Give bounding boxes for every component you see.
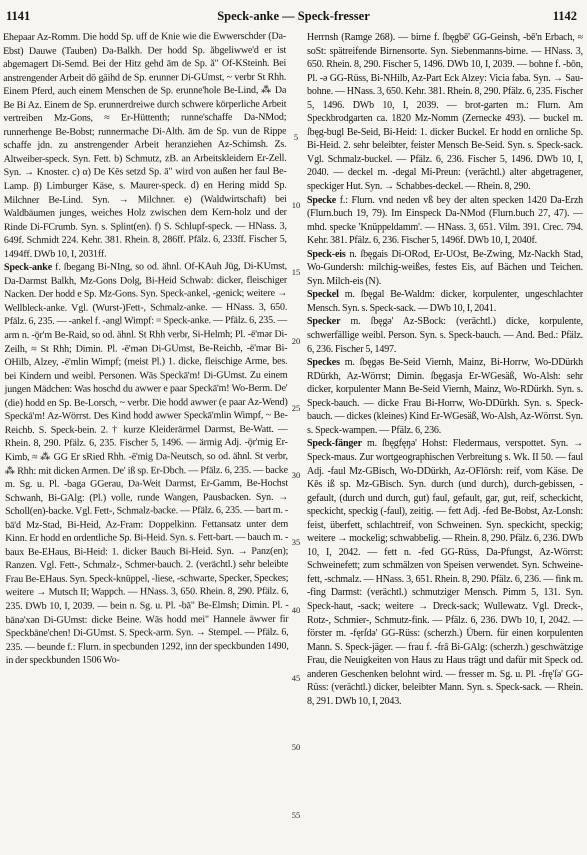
entry-text: n. ſbęgais Di-ORod, Er-UOst, Be-Zwing, Mz-Nackh Stad, Wo-Gundersh: milchig-weißes, festes Eis, auf Bächen und Teichen. Syn. Milch-eis (N).	[307, 248, 583, 287]
entry-headword: Specker	[307, 316, 341, 328]
line-number: 20	[291, 336, 301, 346]
left-column	[3, 30, 290, 851]
line-number: 40	[291, 605, 301, 615]
dictionary-entry	[307, 356, 583, 437]
entry-text: m. ſbęgǝs Be-Seid Viernh, Mainz, Bi-Horrw, Wo-DDürkh RDürkh, Az-Wörrst; Dimin. ſbęgasja Er-WGesäß, Wo-Alsh: sehr dicker, korpulenter Mann Be-Seid Viernh, Mainz, Wo-RDürkh. Syn. s. Speck-bauch. — dicke Frau Bi-Horrw, Wo-DDürkh. Syn. s. Speck-bauch. — dickes (kleines) Kind Er-WGesäß, Wo-Alsh, Az-Wörrst. Syn. s. Speck-wampen. — Pfälz. 6, 236.	[307, 357, 583, 436]
dictionary-entry	[307, 315, 583, 356]
line-number: 10	[291, 200, 301, 210]
running-title: Speck-anke — Speck-fresser	[217, 9, 370, 23]
entry-text: m. ſbęgfęŋǝ' Hohst: Fledermaus, verspottet. Syn. → Speck-maus. Zur wortgeographischen Verbreitung s. Wk. II 50. — faul Adj. -faul Mz-GBisch, Wo-DDürkh, Az-OFlörsh: reif, vom Käse. De Kēs iß sp. Mz-GBisch. Syn. durch (und durch), durch-gebissen, -gefault, (durch und durch, gut) faul, gefault, gar, gut, reif, scheckicht, speckicht, speckig (-faul), zeitig. — fett Adj. -fed Be-Bobst, Az-Lonsh: feist, überfett, schlachtreif, von Schweinen. Syn. speckicht, speckig; weitere → mockelig; schwabbelig. — Rhein. 8, 290. Pfälz. 6, 236. DWb 10, I, 2042. — fett n. -fed GG-Rüss, Da-Pfungst, Az-Wörrst: Schweinefett; zum schmälzen von Speisen verwendet. Syn. Schweine-fett, -schmalz. — HNass. 3, 651. Rhein. 8, 290. Pfälz. 6, 236. — fink m. -fing Darmst: (verächtl.) schmutziger Mensch. Pimm 5, 131. Syn. Speck-haut, -sack; weitere → Dreck-sack; Wullewatz. Vgl. Dreck-, Rotz-, Schmier-, Schmutz-fink. — Pfälz. 6, 236. DWb 10, I, 2042. — förster m. -fęrſdǝ' GG-Rüss: (scherzh.) Übern. für einen korpulenten Mann. S. Speck-jäger. — frau f. -frā Bi-GAlg: (scherzh.) geschwätzige Frau, die Neuigkeiten von Haus zu Haus trägt und dafür mit Speck od. anderen Geschenken belohnt wird. — fresser m. Sg. u. Pl. -frę'ſǝ' GG-Rüss: (verächtl.) dicker, beleibter Mann. Syn. s. Speck-sack. — Rhein. 8, 291. DWb 10, I, 2043.	[307, 438, 583, 707]
entry-text: m. ſbęgǝ' Az-SBock: (verächtl.) dicke, korpulente, schwerfällige weibl. Person. Syn. s. Speck-bauch. — And. Bed.: Pfälz. 6, 236. Fischer 5, 1497.	[307, 316, 583, 355]
dictionary-entry	[3, 30, 287, 262]
entry-headword: Speck-fänger	[307, 438, 362, 450]
entry-headword: Specke	[307, 194, 337, 206]
running-header	[0, 9, 587, 27]
left-page-number: 1141	[6, 9, 31, 23]
line-number: 25	[291, 403, 301, 413]
entry-headword: Speckel	[307, 289, 339, 301]
entry-headword: Speckes	[307, 357, 340, 369]
right-column	[307, 31, 583, 851]
line-number: 15	[291, 267, 301, 277]
dictionary-entry	[307, 194, 583, 248]
line-number: 45	[291, 673, 301, 683]
line-number: 55	[291, 810, 301, 820]
right-page-number: 1142	[552, 9, 577, 23]
line-number: 30	[291, 470, 301, 480]
entry-text: m. ſbęgal Be-Waldm: dicker, korpulenter, ungeschlachter Mensch. Syn. s. Speck-sack. — DWb 10, I, 2041.	[307, 289, 583, 314]
entry-text: f.: Flurn. vnd neden vß bey der alten specken 1420 Da-Erzh (Flurn.buch 19, 79). Im Einspeck Da-NMod (Flurn.buch 27, 47). — mhd. specke 'Knüppeldamm'. — HNass. 3, 651. Vilm. 391. Crec. 794. Kehr. 381. Pfälz. 6, 236. Fischer 5, 1496f. DWb 10, I, 2040f.	[307, 194, 583, 247]
line-number: 50	[291, 742, 301, 752]
dictionary-entry	[307, 288, 583, 315]
dictionary-entry	[4, 260, 289, 668]
entry-text: f. ſbegang Bi-NIng, so od. ähnl. Of-KAuh Jüg, Di-KUmst, Da-Darmst Balkh, Mz-Gons Dolg, Bi-Heid Schwab: dicker, fleischiger Nacken. Der hodd e Sp. Mz-Gons. Syn. Speck-ankel, -genick; weitere → Wellbleck-anke. Vgl. (Wurst-)Fett-, Schmalz-anke. — HNass. 3, 650. Pfälz. 6, 235. — -ankel f. -angl Wimpf: = Speck-anke. — Pfälz. 6, 235. — arm n. -ǭr'm Be-Raid, so od. ähnl. St Rhh verbr, Si-Helmh; Pl. -ē'mǝr Di-Zeilh, ≈ St Rhh; Dimin. Pl. -ē'mǝn Di-GUmst, Be-Reichb, -ē'mǝr Bi-OHilb, Alzey, -ē'mlin Wimpf; (meist Pl.) 1. dicke, fleischige Arme, bes. bei Kindern und weibl. Personen. Wās Speckā'm! Di-GUmst. Zu einem jungen Mädchen: Was hoschd du awwer e paar Speckā'm! Wo-Berm. De' (die) hodd en Sp. Be-Lorsch, ~ verbr. Die hodd awwer (e paar Az-Wend) Speckā'm! Az-Wörrst. Des Kind hodd awwer Speckā'mlin Wimpf, ~ Be-Reichb. S. Speck-bein. 2. † kurze Kleiderärmel Darmst, Be-Watt. — Rhein. 8, 290. Pfälz. 6, 235. Fischer 5, 1496. — ärmig Adj. -ǭr'mig Er-Kimb, ≈ ⁂ GG Er sRied Rhh. -ē'mig Da-Neutsch, so od. ähnl. St verbr, ⁂ Rhh: mit dicken Armen. De' iß sp. Er-Dbch. — Pfälz. 6, 235. — backe m. Sg. u. Pl. -baga GGerau, Da-Weit Darmst, Er-Gamm, Be-Hochst Schwanh, Bi-GAlg: (Pl.) volle, runde Wangen, Pausbacken. Syn. → Scholl(en)-backe. Vgl. Fett-, Schmalz-backe. — Pfälz. 6, 235. — bart m. -bā'd Mz-Stad, Bi-Heid, Az-Fram: Doppelkinn. Fettansatz unter dem Kinn. Er hodd en ordentliche Sp. Bi-Heid. Syn. s. Fett-bart. — bauch m. -baux Be-EHaus, Bi-Heid: 1. dicker Bauch Bi-Heid. Syn. → Panz(en); Ranzen. Vgl. Fett-, Schmalz-, Schmer-bauch. 2. (verächtl.) sehr beleibte Frau Be-EHaus. Syn. Speck-knüppel, -liese, -schwarte, Specker, Speckes; weitere → Mutsch II; Wappch. — HNass. 3, 650. Rhein. 8, 290. Pfälz. 6, 235. DWb 10, I, 2039. — bein n. Sg. u. Pl. -bā" Be-Elmsh; Dimin. Pl. -bānǝ'xǝn Di-GUmst: dicke Beine. Wās hodd mei" Hannele āwwer fir Speckbāne'chen! Di-GUmst. S. Speck-arm. Syn. → Stempel. — Pfälz. 6, 235. — beunde f.: Flurn. in specbunden 1292, inn der speckbunden 1490, in der speckbunden 1506 Wo-	[4, 261, 289, 667]
entry-headword: Speck-anke	[4, 262, 53, 274]
entry-text: Herrnsh (Ramge 268). — birne f. ſbęgbē' GG-Geinsh, -bē'n Erbach, ≈ soSt: spätreifende Birnensorte. Syn. Siebenmanns-birne. — HNass. 3, 650. Rhein. 8, 290. Fischer 5, 1496. DWb 10, I, 2039. — bohne f. -bōn, Pl. -ǝ GG-Rüss, Bi-NHilb, Az-Part Eck Alzey: Vicia faba. Syn. → Sau-bohne. — HNass. 3, 650. Kehr. 381. Rhein. 8, 290. Pfälz. 6, 235. Fischer 5, 1496. DWb 10, I, 2039. — brot-garten m.: Flurn. Am Speckbrodgarten ca. 1820 Mz-Nomm (Zernecke 493). — buckel m. ſbęg-bugl Be-Seid, Bi-Heid: 1. dicker Buckel. Er hodd en ornliche Sp. Bi-Heid. 2. sehr beleibter, feister Mensch Be-Seid. Syn. s. Speck-sack. Vgl. Schmalz-buckel. — Pfälz. 6, 236. Fischer 5, 1496. DWb 10, I, 2040. — deckel m. -degal Mi-Preun: (verächtl.) alter abgetragener, speckiger Hut. Syn. → Schabbes-deckel. — Rhein. 8, 290.	[307, 32, 583, 193]
line-number: 35	[291, 537, 301, 547]
dictionary-entry	[307, 248, 583, 289]
entry-text: Ehepaar Az-Romm. Die hodd Sp. uff de Knie wie die Ewwerschder (Da-Ebst) Dauwe (Tauben) Da-Balkh. Der hodd Sp. ăbgeliwwe'd er ist abgemagert Di-Semd. Bei der Hitz gehd ām de Sp. ă" Of-KSteinh. Bei anstrengender Arbeit dō gāihd de Sp. erunner Di-GUmst, ~ verbr St Rhh. Einem Pferd, auch einem Menschen de Sp. erunne'hole Be-Lind, ⁂ Da Be Bi Az. Einem de Sp. erunnerdreiwe durch schwere körperliche Arbeit vertreiben Mz-Gons, ≈ Er-Hüttenth; runne'schaffe Da-NMod; runnerhenge Be-Bobst; runnermache Di-Alth. ām de Sp. vun de Rippe schaffe jdn. zu anstrengender Arbeit heranziehen Az-Schimsh. Zs. Altweiber-speck. Syn. Fett. b) Schmutz, zB. an Arbeitskleidern Er-Zell. Syn. → Knoster. c) α) De Kēs setzd Sp. ā" wird von außen her faul Be-Lamp. β) Limburger Käse, s. Maurer-speck. d) en Hering midd Sp. Milchner Be-Lind. Syn. → Milchner. e) (Waldwirtschaft) bei Waldbäumen junges, weiches Holz zwischen dem Kern-holz und der Rinde Di-FCrumb. Syn. s. Splint(en). f) S. Schlupf-speck. — HNass. 3, 649f. Schmidt 224. Kehr. 381. Rhein. 8, 286ff. Pfälz. 6, 233ff. Fischer 5, 1494ff. DWb 10, I, 2031ff.	[3, 30, 287, 260]
dictionary-entry	[307, 437, 583, 708]
dictionary-entry	[307, 31, 583, 194]
entry-headword: Speck-eis	[307, 248, 346, 260]
line-number: 5	[293, 132, 299, 142]
